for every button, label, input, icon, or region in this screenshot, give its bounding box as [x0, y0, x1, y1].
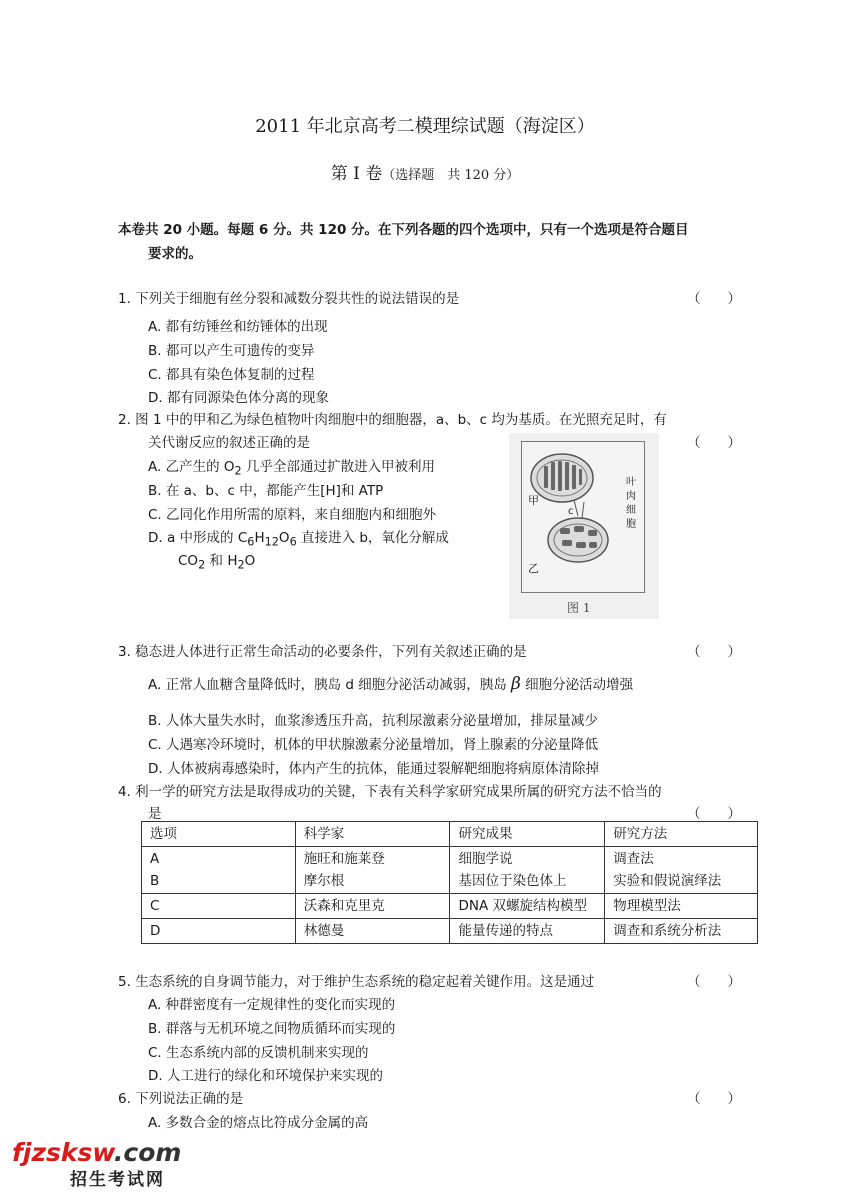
label-jia: 甲	[528, 494, 539, 507]
table-cell-text: 实验和假说演绎法	[613, 873, 722, 889]
table-cell-text: 基因位于染色体上	[458, 873, 567, 889]
table-cell-result	[450, 847, 605, 894]
q5-option-c: C. 生态系统内部的反馈机制来实现的	[148, 1045, 369, 1061]
table-cell-scientist: 沃森和克里克	[295, 894, 450, 919]
q2-option-d2-post: O	[244, 553, 256, 569]
q5-option-a: A. 种群密度有一定规律性的变化而实现的	[148, 997, 396, 1013]
table-row	[142, 847, 758, 894]
q3-option-d: D. 人体被病毒感染时，体内产生的抗体，能通过裂解靶细胞将病原体清除掉	[148, 761, 599, 777]
q4-stem-line-1: 4. 利一学的研究方法是取得成功的关键，下表有关科学家研究成果所属的研究方法不恰当的	[118, 784, 662, 800]
instructions-line-2: 要求的。	[148, 246, 202, 262]
watermark-domain	[12, 1138, 181, 1167]
q3-option-b: B. 人体大量失水时，血浆渗透压升高，抗利尿激素分泌量增加，排尿量减少	[148, 713, 598, 729]
q2-option-d-sub1: 6	[247, 535, 255, 549]
figure-1-organelles	[509, 433, 659, 619]
table-cell-method	[605, 847, 758, 894]
q2-option-d-sub3: 6	[289, 535, 297, 549]
table-cell-scientist: 林德曼	[295, 919, 450, 944]
q2-option-d2-mid: 和 H	[205, 553, 238, 569]
label-c: c	[568, 506, 574, 517]
exam-title: 2011 年北京高考二模理综试题（海淀区）	[255, 116, 595, 137]
table-row	[142, 919, 758, 944]
section-detail: （选择题 共 120 分）	[382, 168, 520, 183]
label-yi: 乙	[528, 562, 539, 575]
q3-option-c: C. 人遇寒冷环境时，机体的甲状腺激素分泌量增加，肾上腺素的分泌量降低	[148, 737, 599, 753]
beta-symbol: β	[511, 674, 521, 694]
q2-option-d-post: 直接进入 b，氧化分解成	[296, 530, 449, 546]
table-cell-text: 调查法	[613, 851, 654, 867]
q1-option-d: D. 都有同源染色体分离的现象	[148, 390, 329, 406]
q2-option-d	[148, 526, 449, 549]
label-cell-char: 肉	[626, 491, 636, 502]
table-cell-option: D	[142, 919, 296, 944]
label-cell-char: 叶	[626, 477, 636, 488]
q1-stem: 1. 下列关于细胞有丝分裂和减数分裂共性的说法错误的是	[118, 291, 460, 307]
q2-option-a-post: 几乎全部通过扩散进入甲被利用	[241, 459, 435, 475]
q5-stem: 5. 生态系统的自身调节能力，对于维护生态系统的稳定起着关键作用。这是通过	[118, 974, 595, 990]
q5-option-b: B. 群落与无机环境之间物质循环而实现的	[148, 1021, 396, 1037]
watermark-name: 招生考试网	[70, 1170, 165, 1190]
q4-answer-blank: （ ）	[687, 806, 741, 822]
q5-answer-blank: （ ）	[687, 974, 741, 990]
q1-answer-blank: （ ）	[687, 291, 741, 307]
q3-option-a	[148, 673, 633, 694]
q1-option-c: C. 都具有染色体复制的过程	[148, 367, 315, 383]
section-heading	[0, 159, 850, 184]
q1-option-b: B. 都可以产生可遗传的变异	[148, 343, 315, 359]
label-cell-char: 胞	[626, 519, 636, 530]
q2-option-c: C. 乙同化作用所需的原料，来自细胞内和细胞外	[148, 507, 437, 523]
cell-frame	[521, 441, 645, 593]
table-cell-scientist	[295, 847, 450, 894]
label-cell-char: 细	[626, 505, 636, 516]
q3-option-a-pre: A. 正常人血糖含量降低时，胰岛 d 细胞分泌活动减弱，胰岛	[148, 677, 512, 693]
watermark-domain-tld: .com	[113, 1138, 182, 1167]
table-cell-method: 物理模型法	[605, 894, 758, 919]
q2-option-a	[148, 455, 435, 478]
q2-option-b: B. 在 a、b、c 中，都能产生[H]和 ATP	[148, 483, 384, 499]
q6-stem: 6. 下列说法正确的是	[118, 1091, 244, 1107]
table-header-cell: 研究方法	[605, 822, 758, 847]
table-cell-text: B	[150, 873, 160, 889]
q2-option-d-cont	[178, 549, 255, 572]
q2-option-d2-sub1: 2	[198, 558, 206, 572]
table-cell-option	[142, 847, 296, 894]
watermark-domain-main: fjzsksw	[12, 1138, 114, 1167]
table-header-row	[142, 822, 758, 847]
table-cell-option: C	[142, 894, 296, 919]
table-cell-text: 摩尔根	[303, 873, 345, 889]
section-label: 第 I 卷	[330, 164, 383, 184]
q2-option-d-sub2: 12	[264, 535, 279, 549]
q4-stem-line-2: 是	[148, 806, 162, 822]
figure-caption: 图 1	[567, 601, 591, 615]
table-cell-text: 施旺和施莱登	[303, 851, 385, 867]
q3-option-a-post: 细胞分泌活动增强	[520, 677, 634, 693]
q2-option-a-pre: A. 乙产生的 O	[148, 459, 235, 475]
q1-option-a: A. 都有纺锤丝和纺锤体的出现	[148, 319, 328, 335]
table-header-cell: 选项	[142, 822, 296, 847]
table-cell-method: 调查和系统分析法	[605, 919, 758, 944]
table-cell-result: DNA 双螺旋结构模型	[450, 894, 605, 919]
table-cell-text: 细胞学说	[458, 851, 513, 867]
table-cell-text: A	[150, 851, 160, 867]
q6-option-a: A. 多数合金的熔点比符成分金属的高	[148, 1115, 369, 1131]
table-row	[142, 894, 758, 919]
q3-answer-blank: （ ）	[687, 644, 741, 660]
q3-stem: 3. 稳态进人体进行正常生命活动的必要条件，下列有关叙述正确的是	[118, 644, 527, 660]
q5-option-d: D. 人工进行的绿化和环境保护来实现的	[148, 1068, 383, 1084]
research-methods-table	[141, 821, 758, 944]
instructions-line-1: 本卷共 20 小题。每题 6 分。共 120 分。在下列各题的四个选项中，只有一个选项是符合题目	[118, 222, 689, 238]
q2-option-d-pre: D. a 中形成的 C	[148, 530, 248, 546]
label-mesophyll-cell	[626, 476, 638, 532]
q2-option-d-o: O	[278, 530, 290, 546]
site-watermark-logo	[12, 1138, 181, 1190]
q2-stem-line-1: 2. 图 1 中的甲和乙为绿色植物叶肉细胞中的细胞器，a、b、c 均为基质。在光照充足时，有	[118, 412, 667, 428]
q2-option-d-h: H	[254, 530, 265, 546]
q2-stem-line-2: 关代谢反应的叙述正确的是	[148, 435, 310, 451]
q2-option-d2-pre: CO	[178, 553, 199, 569]
q2-option-d2-sub2: 2	[237, 558, 245, 572]
q2-answer-blank: （ ）	[687, 435, 741, 451]
table-cell-result: 能量传递的特点	[450, 919, 605, 944]
table-header-cell: 科学家	[295, 822, 450, 847]
q2-option-a-sub: 2	[234, 464, 242, 478]
table-header-cell: 研究成果	[450, 822, 605, 847]
q6-answer-blank: （ ）	[687, 1091, 741, 1107]
